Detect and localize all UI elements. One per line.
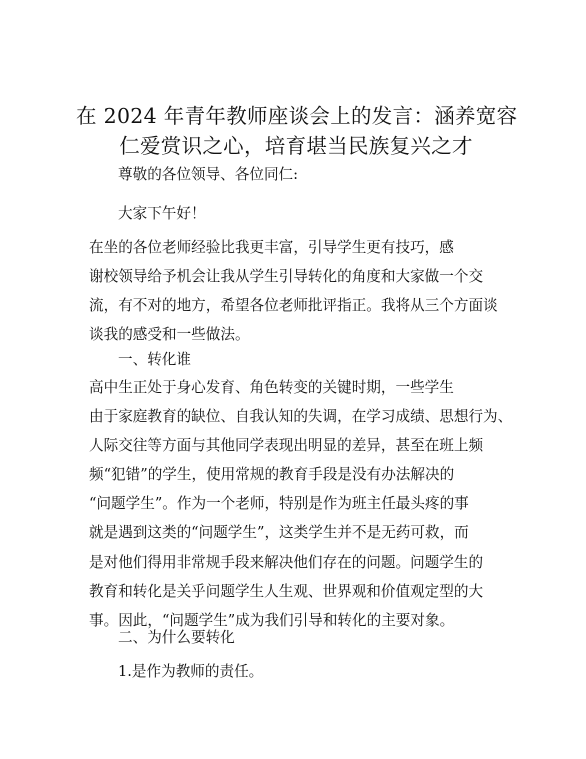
body-line-4: 频“犯错”的学生，使用常规的教育手段是没有办法解决的	[89, 466, 455, 484]
body-line-7: 是对他们得用非常规手段来解决他们存在的问题。问题学生的	[89, 553, 484, 571]
intro-line-3: 流，有不对的地方，希望各位老师批评指正。我将从三个方面谈	[89, 297, 498, 315]
body-line-9: 事。因此，“问题学生”成为我们引导和转化的主要对象。	[89, 611, 455, 629]
title-line-1: 在 2024 年青年教师座谈会上的发言：涵养宽容	[76, 104, 518, 128]
body-line-6: 就是遇到这类的“问题学生”，这类学生并不是无药可救，而	[89, 524, 469, 542]
intro-line-1: 在坐的各位老师经验比我更丰富，引导学生更有技巧，感	[89, 239, 454, 256]
body-line-2: 由于家庭教育的缺位、自我认知的失调，在学习成绩、思想行为、	[89, 408, 513, 426]
body-line-3: 人际交往等方面与其他同学表现出明显的差异，甚至在班上频	[89, 437, 484, 455]
greeting-paragraph: 尊敬的各位领导、各位同仁:	[118, 166, 299, 183]
section-heading-2: 二、为什么要转化	[118, 629, 235, 646]
section-heading-1: 一、转化谁	[118, 351, 191, 368]
title-line-2: 仁爱赏识之心，培育堪当民族复兴之才	[119, 134, 473, 158]
section-1-paragraph	[89, 373, 513, 635]
body-line-8: 教育和转化是关乎问题学生人生观、世界观和价值观定型的大	[89, 582, 484, 600]
body-line-1: 高中生正处于身心发育、角色转变的关键时期，一些学生	[89, 379, 454, 396]
intro-paragraph	[89, 233, 501, 349]
body-line-5: “问题学生”。作为一个老师，特别是作为班主任最头疼的事	[89, 495, 469, 513]
hello-paragraph: 大家下午好！	[118, 205, 206, 222]
intro-line-4: 谈我的感受和一些做法。	[89, 326, 250, 344]
document-title	[76, 101, 516, 161]
intro-line-2: 谢校领导给予机会让我从学生引导转化的角度和大家做一个交	[89, 268, 484, 286]
subsection-heading-1: 1.是作为教师的责任。	[118, 663, 264, 680]
